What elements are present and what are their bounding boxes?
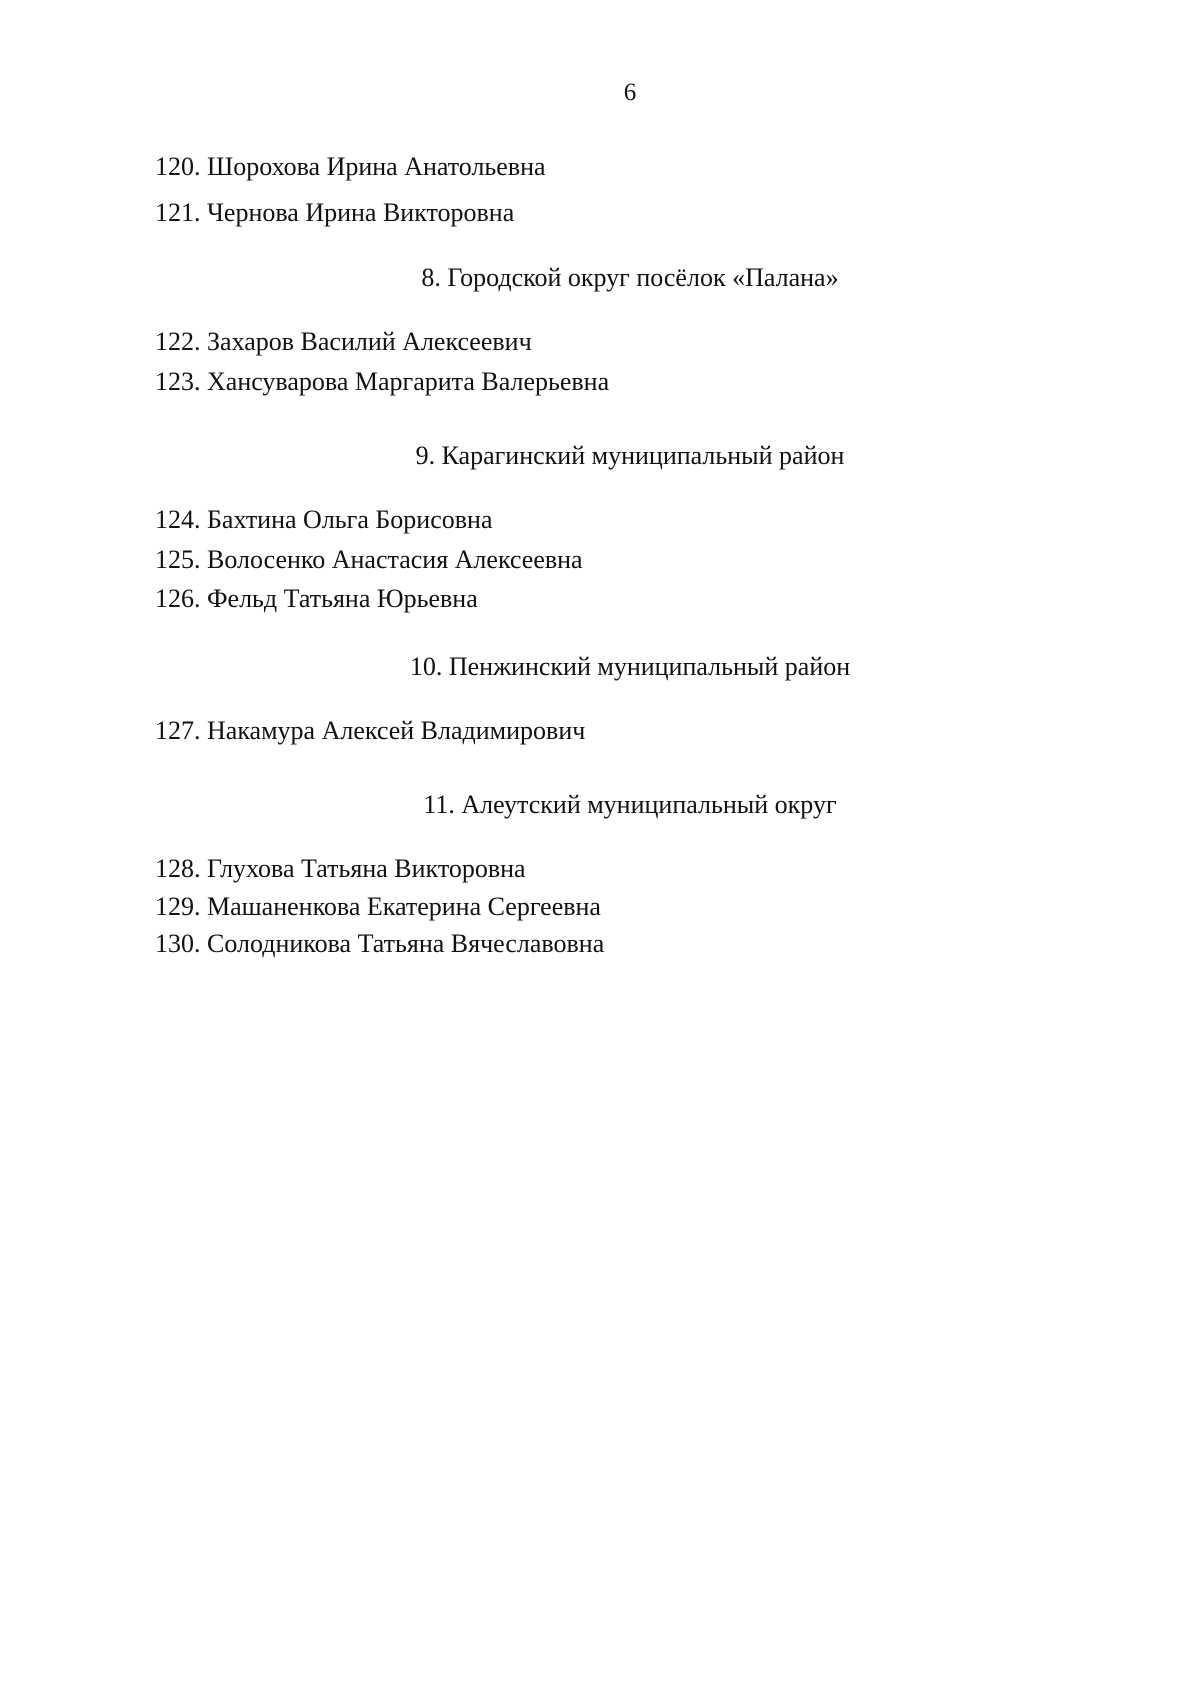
list-item: 124. Бахтина Ольга Борисовна [155, 505, 493, 534]
list-item: 130. Солодникова Татьяна Вячеславовна [155, 929, 605, 958]
section-heading: 9. Карагинский муниципальный район [415, 441, 845, 470]
page-number: 6 [623, 79, 637, 106]
list-item: 125. Волосенко Анастасия Алексеевна [155, 545, 583, 574]
section-heading: 8. Городской округ посёлок «Палана» [421, 263, 839, 292]
section-heading: 11. Алеутский муниципальный округ [423, 790, 837, 819]
list-item: 129. Машаненкова Екатерина Сергеевна [155, 892, 601, 921]
list-item: 123. Хансуварова Маргарита Валерьевна [155, 367, 610, 396]
list-item: 128. Глухова Татьяна Викторовна [155, 854, 526, 883]
list-item: 121. Чернова Ирина Викторовна [155, 198, 515, 227]
list-item: 127. Накамура Алексей Владимирович [155, 716, 586, 745]
section-heading: 10. Пенжинский муниципальный район [409, 652, 851, 681]
list-item: 126. Фельд Татьяна Юрьевна [155, 584, 478, 613]
list-item: 122. Захаров Василий Алексеевич [155, 327, 532, 356]
list-item: 120. Шорохова Ирина Анатольевна [155, 152, 546, 181]
